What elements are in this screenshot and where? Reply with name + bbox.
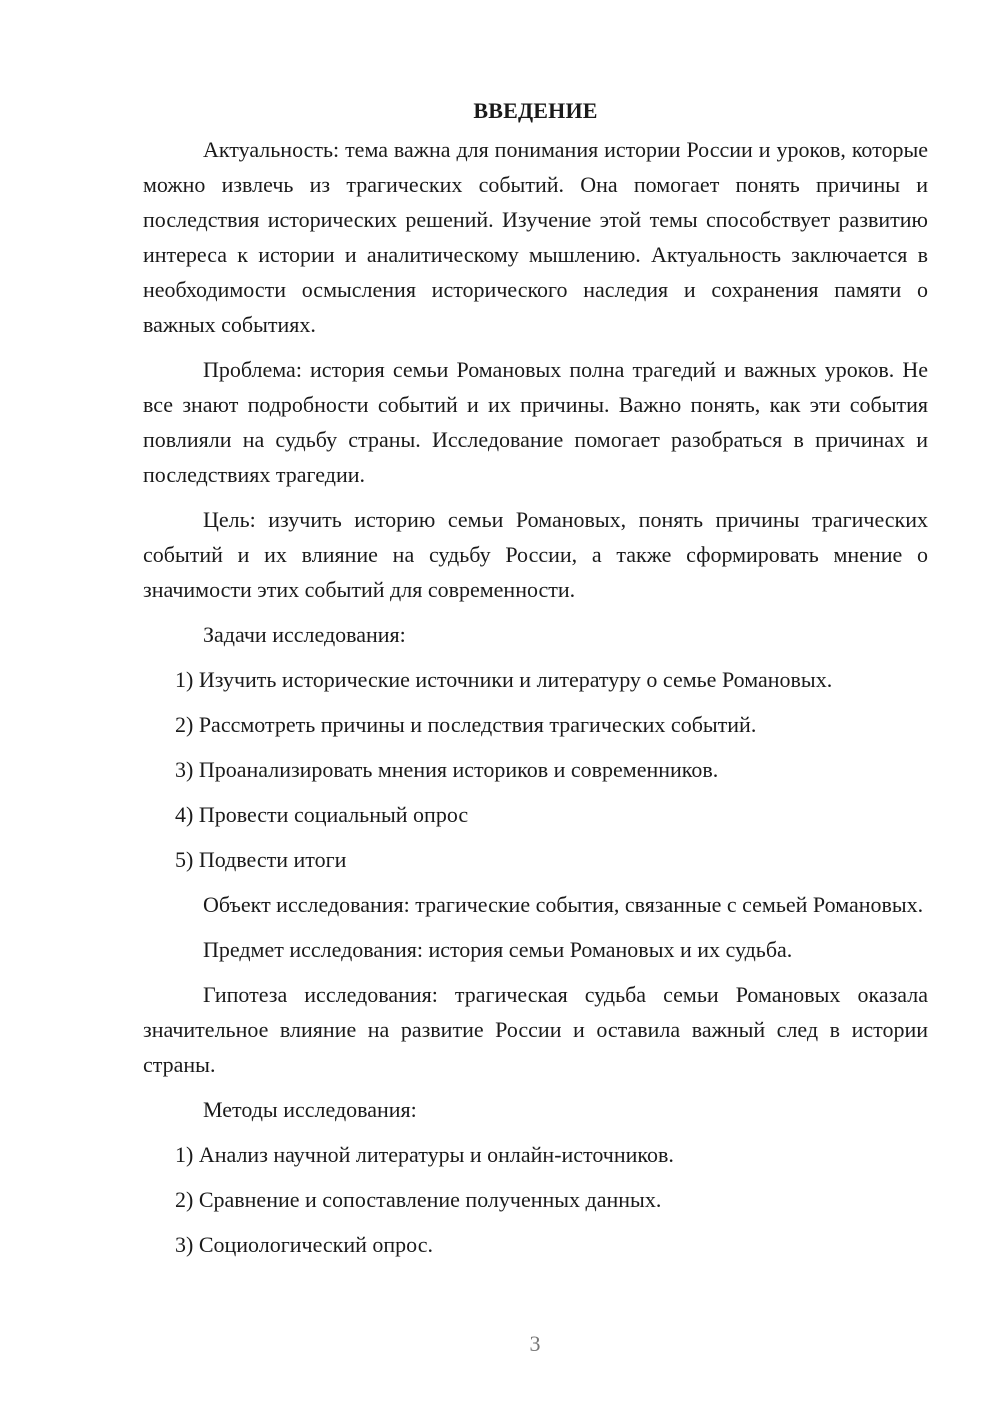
methods-list (143, 1137, 928, 1262)
relevance-paragraph: Актуальность: тема важна для понимания истории России и уроков, которые можно извлечь из трагических событий. Она помогает понять причины и последствия исторических решений. Изучение этой темы способствует развитию интереса к истории и аналитическому мышлению. Актуальность заключается в необходимости осмысления исторического наследия и сохранения памяти о важных событиях. (143, 137, 928, 337)
list-item: 2) Сравнение и сопоставление полученных данных. (175, 1187, 662, 1212)
object-paragraph: Объект исследования: трагические события, связанные с семьей Романовых. (203, 892, 924, 917)
methods-heading: Методы исследования: (203, 1097, 417, 1122)
problem-paragraph: Проблема: история семьи Романовых полна трагедий и важных уроков. Не все знают подробности событий и их причины. Важно понять, как эти события повлияли на судьбу страны. Исследование помогает разобраться в причинах и последствиях трагедии. (143, 357, 928, 487)
list-item: 3) Проанализировать мнения историков и современников. (175, 757, 719, 782)
tasks-list (143, 662, 928, 877)
list-item: 1) Изучить исторические источники и литературу о семье Романовых. (175, 667, 833, 692)
list-item: 5) Подвести итоги (175, 847, 347, 872)
list-item: 1) Анализ научной литературы и онлайн-источников. (175, 1142, 674, 1167)
list-item: 4) Провести социальный опрос (175, 802, 469, 827)
list-item: 2) Рассмотреть причины и последствия трагических событий. (175, 712, 757, 737)
page-number: 3 (529, 1331, 541, 1356)
tasks-heading: Задачи исследования: (203, 622, 406, 647)
subject-paragraph: Предмет исследования: история семьи Романовых и их судьба. (203, 937, 793, 962)
document-page (143, 94, 928, 1272)
page-title: ВВЕДЕНИЕ (473, 98, 598, 123)
list-item: 3) Социологический опрос. (175, 1232, 433, 1257)
goal-paragraph: Цель: изучить историю семьи Романовых, понять причины трагических событий и их влияние на судьбу России, а также сформировать мнение о значимости этих событий для современности. (143, 507, 928, 602)
hypothesis-paragraph: Гипотеза исследования: трагическая судьба семьи Романовых оказала значительное влияние на развитие России и оставила важный след в истории страны. (143, 982, 928, 1077)
